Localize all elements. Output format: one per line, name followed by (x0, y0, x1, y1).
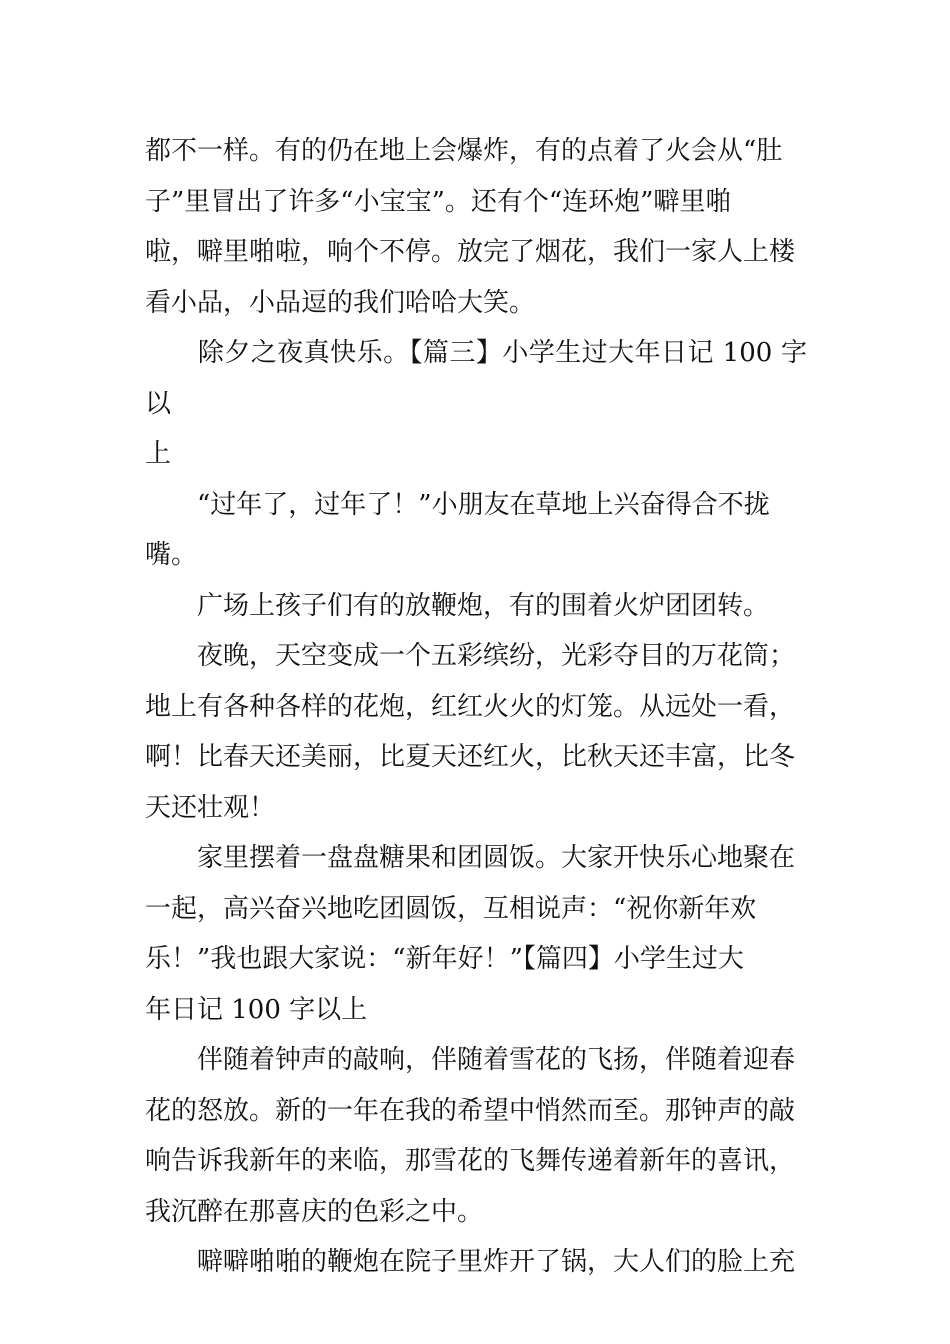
body-text (145, 126, 807, 1288)
paragraph: 夜晚，天空变成一个五彩缤纷，光彩夺目的万花筒； 地上有各种各样的花炮，红红火火的灯笼。从远处一看， 啊！比春天还美丽，比夏天还红火，比秋天还丰富，比冬 天还壮观！ (145, 641, 796, 823)
paragraph: 除夕之夜真快乐。【篇三】小学生过大年日记 100 字以 上 (145, 338, 807, 469)
paragraph: 广场上孩子们有的放鞭炮，有的围着火炉团团转。 (145, 590, 770, 621)
paragraph: 伴随着钟声的敲响，伴随着雪花的飞扬，伴随着迎春 花的怒放。新的一年在我的希望中悄然而至。那钟声的敲 响告诉我新年的来临，那雪花的飞舞传递着新年的喜讯， 我沉醉在那喜庆的色彩之中。 (145, 1045, 796, 1227)
paragraph: 都不一样。有的仍在地上会爆炸，有的点着了火会从“肚 子”里冒出了许多“小宝宝”。还有个“连环炮”噼里啪 啦，噼里啪啦，响个不停。放完了烟花，我们一家人上楼 看小品，小品逗的我们哈哈大笑。 (145, 136, 796, 318)
paragraph: 噼噼啪啪的鞭炮在院子里炸开了锅，大人们的脸上充 (145, 1247, 796, 1277)
paragraph: 家里摆着一盘盘糖果和团圆饭。大家开快乐心地聚在 一起，高兴奋兴地吃团圆饭，互相说声：“祝你新年欢 乐！”我也跟大家说：“新年好！”【篇四】小学生过大 年日记 100 字以上 (145, 843, 796, 1025)
paragraph: “过年了，过年了！”小朋友在草地上兴奋得合不拢 嘴。 (145, 489, 770, 570)
